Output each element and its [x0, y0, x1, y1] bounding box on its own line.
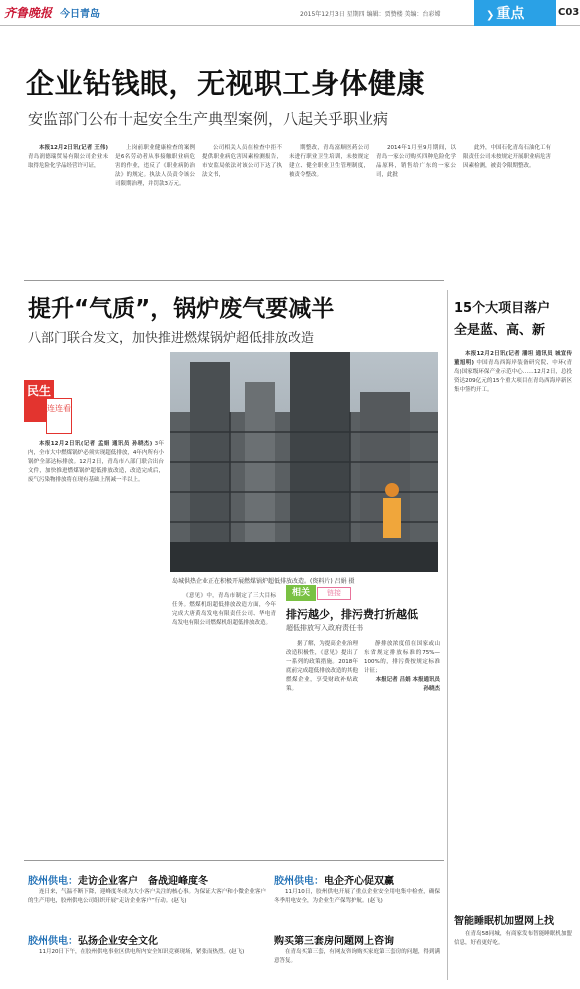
sidebar-headline — [454, 298, 574, 342]
related-column-1 — [286, 640, 358, 840]
second-subheadline: 八部门联合发文，加快推进燃煤锅炉超低排放改造 — [28, 331, 315, 346]
related-subheadline: 超低排放写入政府责任书 — [286, 624, 363, 632]
brief-1-title: 走访企业客户 备战迎峰度冬 — [78, 876, 208, 887]
brief-2-text: 11月20日下午，在胶州供电事业区供电所内安全知识竞赛现场，紧张而热烈。(赵飞) — [39, 949, 245, 955]
lead-column-3-text: 公司相关人员在检查中拒不提供职业病危害因素检测报告，市安监局依法对该公司下达了执法文书， — [202, 145, 282, 178]
lead-column-6-text: 此外，中国石化青岛石油化工有限责任公司未按规定开展职业病危害因素检测，被责令限期整改。 — [463, 145, 551, 169]
brief-2-body — [28, 948, 266, 984]
issue-date: 2015年12月3日 — [300, 11, 345, 18]
sidebar-headline-line-2: 全是蓝、高、新 — [454, 323, 546, 338]
brief-4-text: 在青岛买第三套，有网友咨询购买家庭第三套房的问题，得到满意答复。 — [274, 949, 440, 964]
issue-weekday: 星期四 — [346, 11, 365, 18]
page-number: C03 — [558, 7, 580, 18]
stamp-subtitle: 连连看 — [46, 398, 72, 434]
brief-4-headline: 购买第三套房问题网上咨询 — [274, 936, 394, 947]
brief-3-headline — [274, 872, 394, 887]
second-column-2-text: 《意见》中，青岛市制定了三大目标任务。燃煤机组超低排放改造方面，今年完成大唐黄岛发电有限责任公司、华电青岛发电有限公司燃煤机组超低排放改造。 — [172, 593, 276, 626]
lead-column-2-text: 上岗前职业健康检查的案例是6名劳动者从事接触职业病危害的作业，违反了《职业病防治法》的规定。执法人员责令该公司限期治理，并罚款3万元。 — [115, 145, 195, 187]
brief-2-title: 弘扬企业安全文化 — [78, 936, 158, 947]
sidebar-text: 中国青岛西海岸装备研究院、中环(青岛)国家级环保产业示范中心……12月2日，总投资达209亿元的15个重大项目在青岛西海岸新区集中签约开工。 — [454, 360, 572, 393]
lead-column-6 — [463, 144, 551, 274]
sidebar-footer-headline: 智能睡眠机加盟网上找 — [454, 916, 554, 927]
related-column-2 — [364, 640, 440, 840]
photo-caption: 岛城供热企业正在积极开展燃煤锅炉超低排放改造。(资料片) 吕娟 摄 — [172, 578, 355, 585]
brief-3-text: 11月10日，胶州供电开展了重点企业安全用电集中检查，确保冬季用电安全，为企业生产保驾护航。(赵飞) — [274, 889, 440, 904]
masthead — [0, 0, 580, 26]
brief-1-prefix: 胶州供电： — [28, 876, 78, 887]
brief-1-text: 连日来，气温不断下降，迎峰度冬成为大小客户关注的核心事。为保证大客户和小微企业客户的生产用电，胶州供电公司组织开展“走访企业客户”行动。(赵飞) — [28, 889, 266, 904]
brief-3-body — [274, 888, 440, 926]
brief-2-headline — [28, 932, 158, 947]
brief-2-prefix: 胶州供电： — [28, 936, 78, 947]
editor-credit: 编辑：贾赞楼 — [366, 11, 403, 18]
section-divider — [24, 280, 444, 281]
chevron-right-icon: ❯ — [486, 10, 495, 21]
lead-column-2 — [115, 144, 195, 274]
related-tag-secondary: 链接 — [317, 587, 351, 600]
section-label — [474, 0, 556, 26]
lead-column-1-text: 青岛润德瑞贸易有限公司企业未取得危险化学品经营许可证， — [28, 154, 108, 169]
sidebar-footer-text: 在青岛58同城，有商家发布智能睡眠机加盟信息，好看更好吃。 — [454, 931, 572, 946]
lead-column-1 — [28, 144, 108, 274]
sidebar-headline-line-1: 15个大项目落户 — [454, 301, 551, 316]
second-column-1 — [28, 440, 164, 750]
brief-4-body — [274, 948, 440, 984]
lead-byline: 本报12月2日讯(记者 王伟) — [39, 145, 108, 151]
sidebar-byline: 本报12月2日讯(记者 潘坦 通讯员 城宣传 董旭明) — [454, 351, 572, 366]
newspaper-logo: 齐鲁晚报 — [4, 6, 53, 20]
column-stamp — [24, 380, 72, 436]
brief-3-prefix: 胶州供电： — [274, 876, 324, 887]
briefs-divider — [24, 860, 444, 861]
lead-subheadline: 安监部门公布十起安全生产典型案例，八起关乎职业病 — [28, 110, 389, 128]
section-name: 重点 — [496, 6, 525, 22]
brief-3-title: 电企齐心促双赢 — [324, 876, 394, 887]
column-divider — [447, 290, 448, 980]
lead-column-4-text: 期整改，青岛富顺医药公司未进行职业卫生培训，未按规定建立、健全职业卫生管理制度，被责令整改。 — [289, 145, 369, 178]
related-column-2-text: 静排放浓度值在国家或山东省规定排放标准的75%—100%的，排污费按规定标准计征； — [364, 641, 440, 674]
sidebar-footer — [454, 930, 572, 978]
boiler-photo-image — [170, 352, 438, 572]
lead-column-3 — [202, 144, 282, 274]
lead-column-4 — [289, 144, 369, 274]
sidebar-body — [454, 350, 572, 898]
edition-label: 今日青岛 — [60, 9, 100, 20]
brief-1-body — [28, 888, 266, 926]
second-column-1-text: 3年内，全市大中燃煤锅炉必须实现超低排放，4年内所有小锅炉全部达标排放。12月2日，青岛市八部门联合出台文件，加快推进燃煤锅炉超低排放改造，改造完成后，废气污染物排放将在现有基础上削减一半以上。 — [28, 441, 164, 483]
designer-credit: 美编：台彩嫦 — [404, 11, 441, 18]
related-column-1-text: 据了解，为提高企业治理改造积极性，《意见》提出了一系列的政策措施。2018年底前完成超低排放改造的其他燃煤企业，享受财政补贴政策。 — [286, 641, 358, 692]
related-byline: 本报记者 吕娟 本报通讯员 孙晓杰 — [375, 677, 440, 692]
related-headline: 排污越少，排污费打折越低 — [286, 608, 418, 621]
boiler-photo — [170, 352, 438, 572]
second-headline: 提升“气质”，锅炉废气要减半 — [28, 296, 335, 322]
second-byline: 本报12月2日讯(记者 孟娟 通讯员 孙晓杰) — [39, 441, 155, 447]
brief-1-headline — [28, 872, 208, 887]
issue-info — [300, 9, 441, 18]
related-tag-primary: 相关 — [286, 585, 316, 601]
related-tag — [286, 585, 356, 601]
lead-column-5-text: 2014年1月至9月期间，以青岛一家公司购买四种危险化学品原料，销售给广东的一家公司，此批 — [376, 145, 456, 178]
lead-column-5 — [376, 144, 456, 274]
lead-headline: 企业钻钱眼，无视职工身体健康 — [26, 67, 426, 100]
stamp-title: 民生 — [24, 380, 54, 422]
